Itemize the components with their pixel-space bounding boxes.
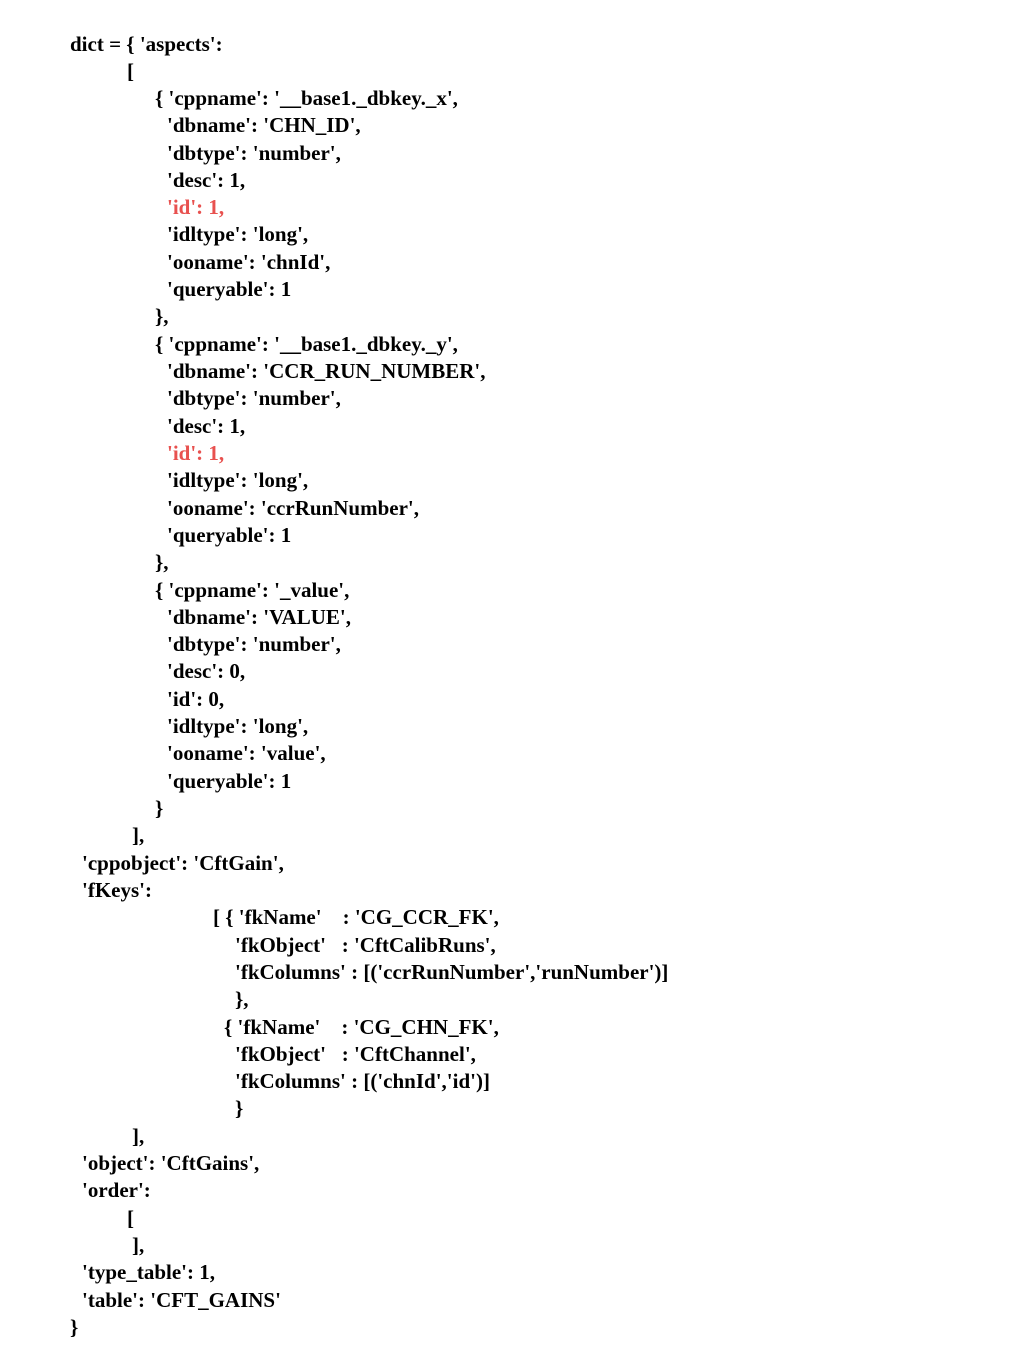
code-line: } — [155, 796, 164, 820]
code-line: 'type_table': 1, — [82, 1260, 215, 1284]
code-line: 'desc': 0, — [167, 659, 246, 683]
code-line: 'dbname': 'CHN_ID', — [167, 113, 361, 137]
code-line: 'desc': 1, — [167, 168, 246, 192]
code-line: }, — [155, 304, 169, 328]
code-line: ], — [132, 823, 145, 847]
code-line: ], — [132, 1124, 145, 1148]
code-line: 'id': 0, — [167, 687, 225, 711]
code-line: 'idltype': 'long', — [167, 714, 309, 738]
code-line: 'dbname': 'VALUE', — [167, 605, 351, 629]
code-line: ], — [132, 1233, 145, 1257]
code-line: 'ooname': 'chnId', — [167, 250, 331, 274]
code-line: 'desc': 1, — [167, 414, 246, 438]
code-line: 'ooname': 'ccrRunNumber', — [167, 496, 419, 520]
code-line: 'dbname': 'CCR_RUN_NUMBER', — [167, 359, 486, 383]
code-line: [ { 'fkName' : 'CG_CCR_FK', — [213, 905, 499, 929]
code-line: 'idltype': 'long', — [167, 468, 309, 492]
code-line: }, — [155, 550, 169, 574]
code-line: 'table': 'CFT_GAINS' — [82, 1288, 281, 1312]
code-line: 'cppobject': 'CftGain', — [82, 851, 284, 875]
code-line: 'fkColumns' : [('ccrRunNumber','runNumber')] — [235, 960, 669, 984]
code-line: { 'cppname': '__base1._dbkey._x', — [155, 86, 458, 110]
code-line: } — [70, 1315, 79, 1339]
code-line: { 'fkName' : 'CG_CHN_FK', — [224, 1015, 499, 1039]
code-line: dict = { 'aspects': — [70, 32, 223, 56]
code-line: 'fkObject' : 'CftChannel', — [235, 1042, 476, 1066]
code-line: 'queryable': 1 — [167, 769, 292, 793]
code-line: { 'cppname': '__base1._dbkey._y', — [155, 332, 458, 356]
code-line: 'ooname': 'value', — [167, 741, 326, 765]
code-line: 'fkObject' : 'CftCalibRuns', — [235, 933, 496, 957]
code-line: [ — [127, 1206, 134, 1230]
code-line: 'fKeys': — [82, 878, 152, 902]
code-line: 'order': — [82, 1178, 151, 1202]
code-line: } — [235, 1096, 244, 1120]
code-line: 'object': 'CftGains', — [82, 1151, 260, 1175]
code-line: [ — [127, 59, 134, 83]
code-line: 'dbtype': 'number', — [167, 141, 341, 165]
code-line: 'queryable': 1 — [167, 277, 292, 301]
code-line: { 'cppname': '_value', — [155, 578, 350, 602]
code-line-highlighted: 'id': 1, — [167, 195, 225, 219]
code-line: 'dbtype': 'number', — [167, 386, 341, 410]
code-line: 'fkColumns' : [('chnId','id')] — [235, 1069, 490, 1093]
code-line: 'idltype': 'long', — [167, 222, 309, 246]
code-line: 'queryable': 1 — [167, 523, 292, 547]
code-line-highlighted: 'id': 1, — [167, 441, 225, 465]
code-line: }, — [235, 987, 249, 1011]
code-line: 'dbtype': 'number', — [167, 632, 341, 656]
